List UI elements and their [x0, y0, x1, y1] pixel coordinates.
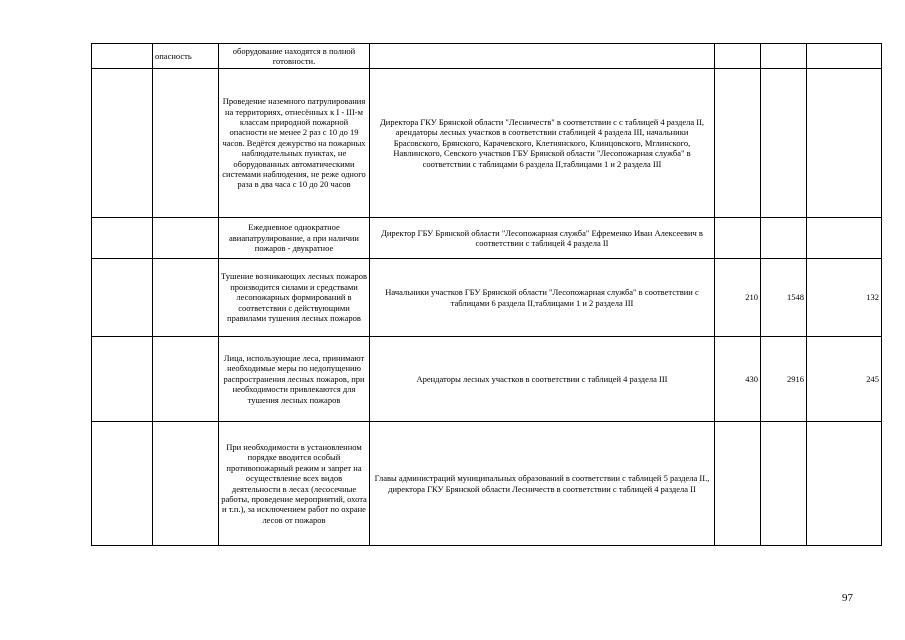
table-row	[92, 259, 882, 337]
value-cell-1	[715, 422, 761, 546]
value-cell-2	[761, 69, 807, 218]
value-cell-1: 210	[715, 259, 761, 337]
hazard-level-cell	[153, 337, 219, 422]
value-cell-3	[807, 422, 882, 546]
measure-cell: оборудование находятся в полной готовности.	[219, 44, 370, 69]
value-cell-2	[761, 218, 807, 259]
hazard-level-cell: опасность	[153, 44, 219, 69]
responsible-cell: Главы администраций муниципальных образований в соответствии с таблицей 5 раздела II., директора ГКУ Брянской области Лесничеств в соответствии с таблицей 4 раздела II	[370, 422, 715, 546]
hazard-level-cell	[153, 69, 219, 218]
value-cell-2: 1548	[761, 259, 807, 337]
responsible-cell: Арендаторы лесных участков в соответствии с таблицей 4 раздела III	[370, 337, 715, 422]
value-cell-3: 132	[807, 259, 882, 337]
table-cell	[92, 218, 153, 259]
responsible-cell: Директор ГБУ Брянской области "Лесопожарная служба" Ефременко Иван Алексеевич в соответствии с таблицей 4 раздела II	[370, 218, 715, 259]
value-cell-1: 430	[715, 337, 761, 422]
responsible-cell	[370, 44, 715, 69]
value-cell-1	[715, 69, 761, 218]
measure-cell: Лица, использующие леса, принимают необходимые меры по недопущению распространения лесных пожаров, при необходимости привлекаются для тушения лесных пожаров	[219, 337, 370, 422]
hazard-level-cell	[153, 218, 219, 259]
value-cell-3	[807, 218, 882, 259]
table-row	[92, 337, 882, 422]
value-cell-2: 2916	[761, 337, 807, 422]
value-cell-1	[715, 44, 761, 69]
responsible-cell: Начальники участков ГБУ Брянской области "Лесопожарная служба" в соответствии с таблицами 6 раздела II,таблицами 1 и 2 раздела III	[370, 259, 715, 337]
table-cell	[92, 44, 153, 69]
table-row	[92, 69, 882, 218]
measure-cell: Тушение возникающих лесных пожаров производится силами и средствами лесопожарных формирований в соответствии с действующими правилами тушения лесных пожаров	[219, 259, 370, 337]
table-cell	[92, 69, 153, 218]
hazard-level-cell	[153, 422, 219, 546]
table-cell	[92, 337, 153, 422]
measure-cell: Проведение наземного патрулирования на территориях, отнесённых к I - III-м классам природной пожарной опасности не менее 2 раз с 10 до 19 часов. Ведётся дежурство на пожарных наблюдательных пунктах, не оборудованных автоматическими системами наблюдения, не реже одного раза в два часа с 10 до 20 часов	[219, 69, 370, 218]
hazard-level-cell	[153, 259, 219, 337]
value-cell-1	[715, 218, 761, 259]
value-cell-3: 245	[807, 337, 882, 422]
table-row	[92, 218, 882, 259]
value-cell-3	[807, 69, 882, 218]
fire-measures-table	[91, 43, 882, 546]
table-cell	[92, 422, 153, 546]
responsible-cell: Директора ГКУ Брянской области "Лесничеств" в соответствии с с таблицей 4 раздела II, арендаторы лесных участков в соответствии стаблицей 4 раздела III, начальники Брасовского, Брянского, Карачевского, Клетнянского, Клинцовского, Мглинского, Навлинского, Севского участков ГБУ Брянской области "Лесопожарная служба" в соответствии с таблицами 6 раздела II,таблицами 1 и 2 раздела III	[370, 69, 715, 218]
value-cell-2	[761, 422, 807, 546]
table-row	[92, 44, 882, 69]
page-number: 97	[842, 592, 853, 604]
measure-cell: Ежедневное однократное авиапатрулирование, а при наличии пожаров - двукратное	[219, 218, 370, 259]
table-row	[92, 422, 882, 546]
value-cell-3	[807, 44, 882, 69]
value-cell-2	[761, 44, 807, 69]
table-cell	[92, 259, 153, 337]
measure-cell: При необходимости в установленном порядке вводится особый противопожарный режим и запрет на осуществление всех видов деятельности в лесах (лесосечные работы, проведение мероприятий, охота и т.п.), за исключением работ по охране лесов от пожаров	[219, 422, 370, 546]
